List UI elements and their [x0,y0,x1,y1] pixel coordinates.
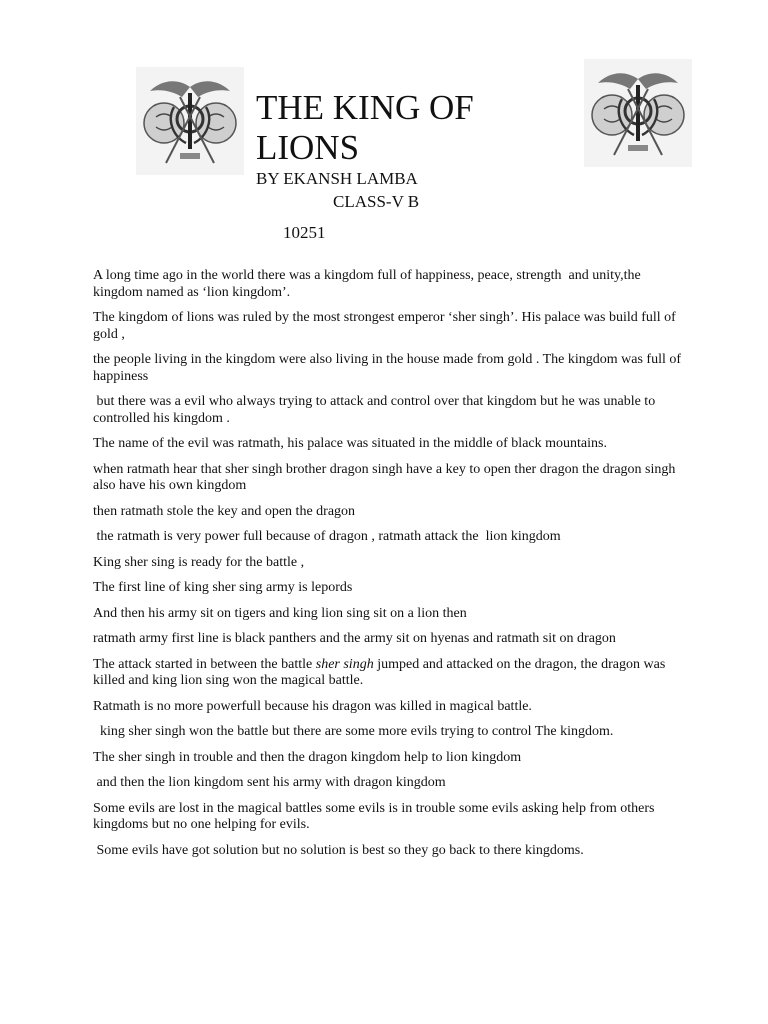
story-paragraph: Ratmath is no more powerfull because his dragon was killed in magical battle. [93,698,532,714]
story-paragraph: Some evils are lost in the magical battles some evils is in trouble some evils asking help from others kingdoms but no one helping for evils. [93,800,658,832]
story-paragraph: king sher singh won the battle but there are some more evils trying to control The kingdom. [93,724,614,739]
story-paragraph: The first line of king sher sing army is lepords [93,580,353,595]
lion-crest-emblem-icon [136,67,244,175]
story-paragraph: The sher singh in trouble and then the dragon kingdom help to lion kingdom [93,749,522,765]
battle-outcome-text: jumped and attacked on the dragon, the dragon was killed and king lion sing won the magical battle. [93,656,669,688]
story-paragraph: and then the lion kingdom sent his army with dragon kingdom [93,775,446,790]
author-line: BY EKANSH LAMBA [256,169,418,188]
story-paragraph: but there was a evil who always trying to attack and control over that kingdom but he was unable to controlled his kingdom . [93,394,659,426]
roll-number: 10251 [283,223,326,242]
story-paragraph: King sher sing is ready for the battle , [93,554,305,570]
story-paragraph: when ratmath hear that sher singh brother dragon singh have a key to open ther dragon the dragon singh also have his own kingdom [93,461,679,493]
story-paragraph: The name of the evil was ratmath, his palace was situated in the middle of black mountains. [93,436,607,451]
story-title: THE KING OF LIONS [256,88,474,167]
story-paragraph-battle [93,657,683,690]
story-body [93,268,683,868]
story-paragraph: the people living in the kingdom were also living in the house made from gold . The kingdom was full of happiness [93,352,685,384]
lion-crest-emblem-icon [584,59,692,167]
story-paragraph: the ratmath is very power full because of dragon , ratmath attack the lion kingdom [93,529,561,544]
battle-intro-text: The attack started in between the battle [93,656,316,672]
hero-name-italic: sher singh [315,656,374,672]
story-paragraph: ratmath army first line is black panthers and the army sit on hyenas and ratmath sit on dragon [93,631,616,646]
story-paragraph: And then his army sit on tigers and king lion sing sit on a lion then [93,605,467,621]
story-paragraph: then ratmath stole the key and open the dragon [93,503,356,519]
story-paragraph: Some evils have got solution but no solution is best so they go back to there kingdoms. [93,842,584,858]
story-paragraph: The kingdom of lions was ruled by the most strongest emperor ‘sher singh’. His palace was build full of gold , [93,310,680,342]
story-paragraph: A long time ago in the world there was a kingdom full of happiness, peace, strength and unity,the kingdom named as ‘lion kingdom’. [93,268,645,300]
class-line: CLASS-V B [333,192,420,211]
